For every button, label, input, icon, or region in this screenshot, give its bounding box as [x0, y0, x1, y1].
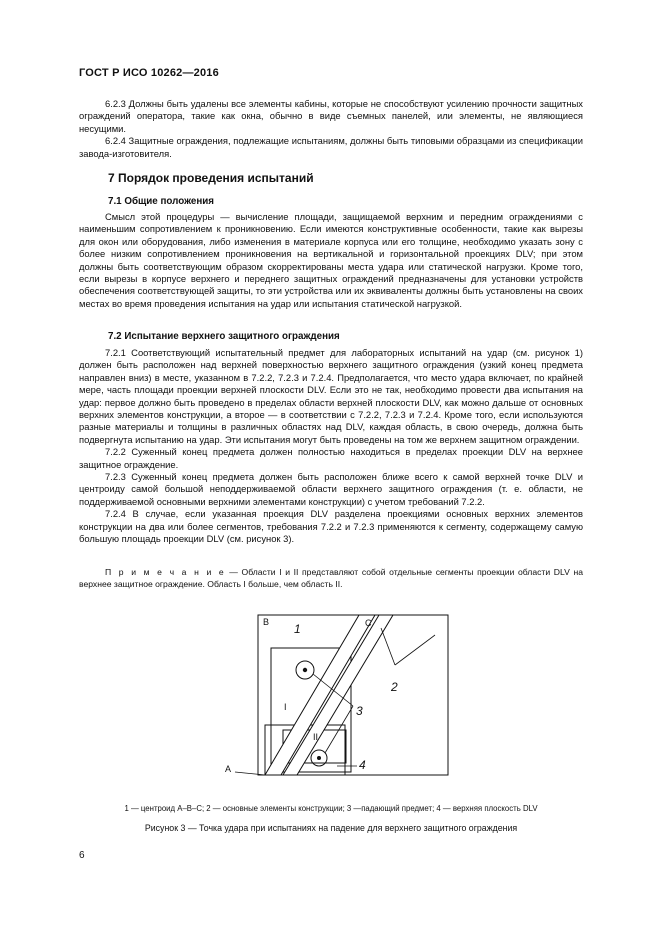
leader-2b	[395, 635, 435, 665]
note-text: — Области I и II представляют собой отдельные сегменты проекции области DLV на верхнее защитное ограждение. Область I больше, чем область II.	[79, 567, 583, 589]
structural-member-diagonal-2	[283, 615, 393, 775]
structural-member-diagonal-1	[265, 615, 375, 775]
clause-7-2-2: 7.2.2 Суженный конец предмета должен полностью находиться в пределах проекции DLV на верхнее защитное ограждение.	[79, 446, 583, 470]
leader-A	[235, 772, 265, 775]
note	[79, 567, 583, 590]
number-1: 1	[294, 622, 301, 636]
centroid-dot-1	[303, 668, 307, 672]
number-3: 3	[356, 704, 363, 718]
label-A: A	[225, 764, 232, 774]
figure-caption: Рисунок 3 — Точка удара при испытаниях на падение для верхнего защитного ограждения	[144, 823, 518, 833]
clauses-6-2	[79, 98, 583, 160]
section-7-1-heading: 7.1 Общие положения	[108, 196, 215, 207]
page-number: 6	[79, 850, 85, 861]
note-prefix: П р и м е ч а н и е	[105, 567, 226, 577]
centroid-dot-2	[317, 756, 321, 760]
section-7-heading: 7 Порядок проведения испытаний	[108, 171, 314, 185]
figure-3-diagram	[225, 610, 455, 785]
number-4: 4	[359, 758, 366, 772]
clause-7-2-3: 7.2.3 Суженный конец предмета должен быть расположен ближе всего к самой верхней точке DLV и центроиду самой большой неподдерживаемой области верхнего защитного ограждения (т. е. области, не поддерживаемой основными верхними элементами конструкции) с учетом требований 7.2.2.	[79, 471, 583, 507]
leader-2a	[381, 628, 395, 665]
clause-6-2-4: 6.2.4 Защитные ограждения, подлежащие испытаниям, должны быть типовыми образцами из спецификации завода-изготовителя.	[79, 135, 583, 159]
figure-legend: 1 — центроид A–B–C; 2 — основные элементы конструкции; 3 —падающий предмет; 4 — верхняя плоскость DLV	[124, 804, 538, 813]
label-C: C	[365, 618, 372, 628]
label-I: I	[284, 702, 287, 712]
standard-header: ГОСТ Р ИСО 10262—2016	[79, 67, 219, 79]
clause-6-2-3: 6.2.3 Должны быть удалены все элементы кабины, которые не способствуют усилению прочности защитных ограждений оператора, такие как окна, обычно в виде съемных панелей, или элементы, не являющиеся несущими.	[79, 98, 583, 134]
label-II: II	[313, 732, 319, 742]
section-7-2-heading: 7.2 Испытание верхнего защитного ограждения	[108, 331, 340, 342]
number-2: 2	[391, 680, 398, 694]
section-7-1-body	[79, 211, 583, 310]
label-B: B	[263, 617, 270, 627]
clause-7-2-1: 7.2.1 Соответствующий испытательный предмет для лабораторных испытаний на удар (см. рисунок 1) должен быть расположен над верхней поверхностью верхнего защитного ограждения (узкий конец предмета направлен вниз) в месте, указанном в 7.2.2, 7.2.3 и 7.2.4. Предполагается, что место удара включает, по крайней мере, часть площади проекции верхней плоскости DLV. Если это не так, необходимо провести два испытания на удар: первое должно быть проведено в пределах области верхней плоскости DLV, как можно дальше от основных верхних элементов конструкции, а второе — в соответствии с 7.2.2, 7.2.3 и 7.2.4. Кроме того, если используются разные материалы и толщины в различных областях над DLV, каждая область, в свою очередь, должна быть подвергнута испытанию на удар. Эти испытания могут быть проведены на том же верхнем защитном ограждении.	[79, 347, 583, 445]
clause-7-2-4: 7.2.4 В случае, если указанная проекция DLV разделена проекциями основных верхних элементов конструкции на два или более сегментов, требования 7.2.2 и 7.2.3 применяются к сегменту, содержащему самую большую площадь проекции DLV (см. рисунок 3).	[79, 508, 583, 545]
section-7-1-text: Смысл этой процедуры — вычисление площади, защищаемой верхним и передним ограждениями с наименьшим сопротивлением к проникновению. Если имеются конструктивные особенности, такие как вырезы для окон или оборудования, либо изменения в материале корпуса или его толщине, необходимо указать зону с более низким сопротивлением проникновения на вертикальной и горизонтальной проекциях DLV; при этом должны быть соответствующим образом скорректированы места удара или статической нагрузки. Кроме того, если вырезы в корпусе верхнего и переднего защитных ограждений предназначены для установки устройств обеспечения соответствующей защиты, то эти устройства или их эквиваленты должны быть установлены на своих местах во время проведения испытания на удар или испытания статической нагрузкой.	[79, 211, 583, 309]
section-7-2-body	[79, 347, 583, 546]
